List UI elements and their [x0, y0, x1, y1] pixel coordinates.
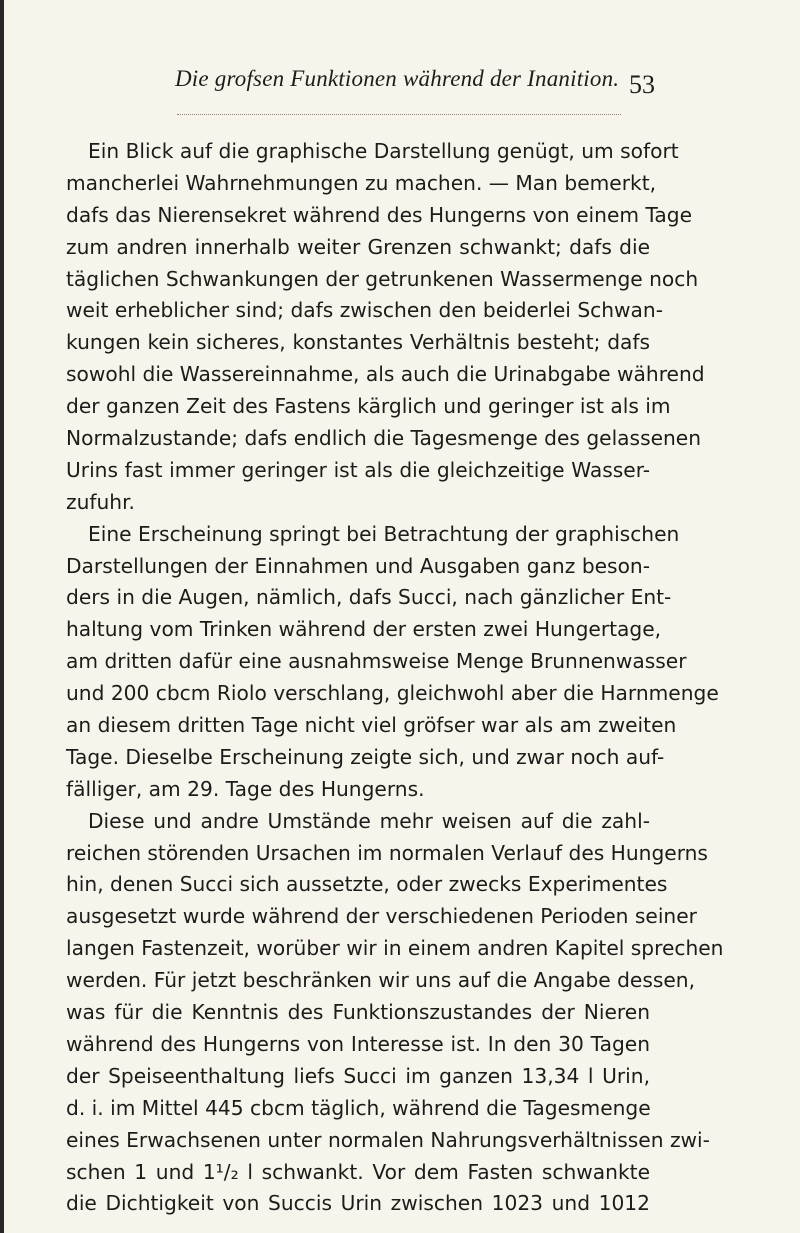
text-line: ders in die Augen, nämlich, dafs Succi, nach gänzlicher Ent- [66, 585, 672, 610]
text-line: Normalzustande; dafs endlich die Tagesmenge des gelassenen [66, 426, 702, 451]
text-line: sowohl die Wassereinnahme, als auch die Urinabgabe während [66, 362, 705, 387]
text-line: Ein Blick auf die graphische Darstellung genügt, um sofort [88, 139, 679, 163]
text-line: fälliger, am 29. Tage des Hungerns. [66, 776, 425, 801]
text-line: während des Hungerns von Interesse ist. In den 30 Tagen [66, 1031, 650, 1056]
text-line: die Dichtigkeit von Succis Urin zwischen 1023 und 1012 [66, 1191, 650, 1216]
text-line: werden. Für jetzt beschränken wir uns auf die Angabe dessen, [66, 968, 695, 993]
text-line: der ganzen Zeit des Fastens kärglich und geringer ist als im [66, 394, 671, 419]
page-edge-shadow [0, 0, 4, 1233]
paragraph-2 [66, 519, 719, 806]
text-line: hin, denen Succi sich aussetzte, oder zwecks Experimentes [66, 872, 668, 897]
text-line: haltung vom Trinken während der ersten zwei Hungertage, [66, 617, 662, 642]
text-line: mancherlei Wahrnehmungen zu machen. — Man bemerkt, [66, 170, 657, 195]
text-line: Urins fast immer geringer ist als die gleichzeitige Wasser- [66, 457, 650, 482]
text-line: der Speiseenthaltung liefs Succi im ganzen 13,34 l Urin, [66, 1063, 650, 1088]
text-line: täglichen Schwankungen der getrunkenen Wassermenge noch [66, 266, 699, 291]
page-number: 53 [629, 70, 655, 99]
text-line: Diese und andre Umstände mehr weisen auf die zahl- [88, 808, 650, 833]
paragraph-3 [66, 806, 724, 1221]
text-line: d. i. im Mittel 445 cbcm täglich, während die Tagesmenge [66, 1095, 651, 1120]
text-line: zum andren innerhalb weiter Grenzen schwankt; dafs die [66, 234, 650, 259]
text-line: ausgesetzt wurde während der verschiedenen Perioden seiner [66, 904, 697, 929]
text-line: Darstellungen der Einnahmen und Ausgaben ganz beson- [66, 553, 650, 578]
text-line: dafs das Nierensekret während des Hungerns von einem Tage [66, 202, 693, 227]
text-line: kungen kein sicheres, konstantes Verhältnis besteht; dafs [66, 330, 650, 355]
paragraph-1 [66, 136, 705, 519]
text-line: was für die Kenntnis des Funktionszustandes der Nieren [66, 1000, 650, 1025]
text-line: und 200 cbcm Riolo verschlang, gleichwohl aber die Harnmenge [66, 681, 719, 706]
body-text [66, 136, 724, 1220]
text-line: Eine Erscheinung springt bei Betrachtung der graphischen [88, 521, 680, 546]
text-line: langen Fastenzeit, worüber wir in einem andren Kapitel sprechen [66, 936, 724, 961]
text-line: am dritten dafür eine ausnahmsweise Menge Brunnenwasser [66, 649, 687, 674]
page-header [175, 66, 655, 99]
text-line: zufuhr. [66, 489, 135, 514]
text-line: schen 1 und 1¹/₂ l schwankt. Vor dem Fasten schwankte [66, 1159, 650, 1184]
text-line: an diesem dritten Tage nicht viel gröfser war als am zweiten [66, 713, 677, 738]
running-title: Die grofsen Funktionen während der Inanition. [175, 66, 620, 91]
text-line: Tage. Dieselbe Erscheinung zeigte sich, und zwar noch auf- [66, 744, 665, 769]
header-divider [177, 114, 621, 115]
text-line: reichen störenden Ursachen im normalen Verlauf des Hungerns [66, 840, 708, 865]
text-line: eines Erwachsenen unter normalen Nahrungsverhältnissen zwi- [66, 1127, 710, 1152]
text-line: weit erheblicher sind; dafs zwischen den beiderlei Schwan- [66, 298, 663, 323]
